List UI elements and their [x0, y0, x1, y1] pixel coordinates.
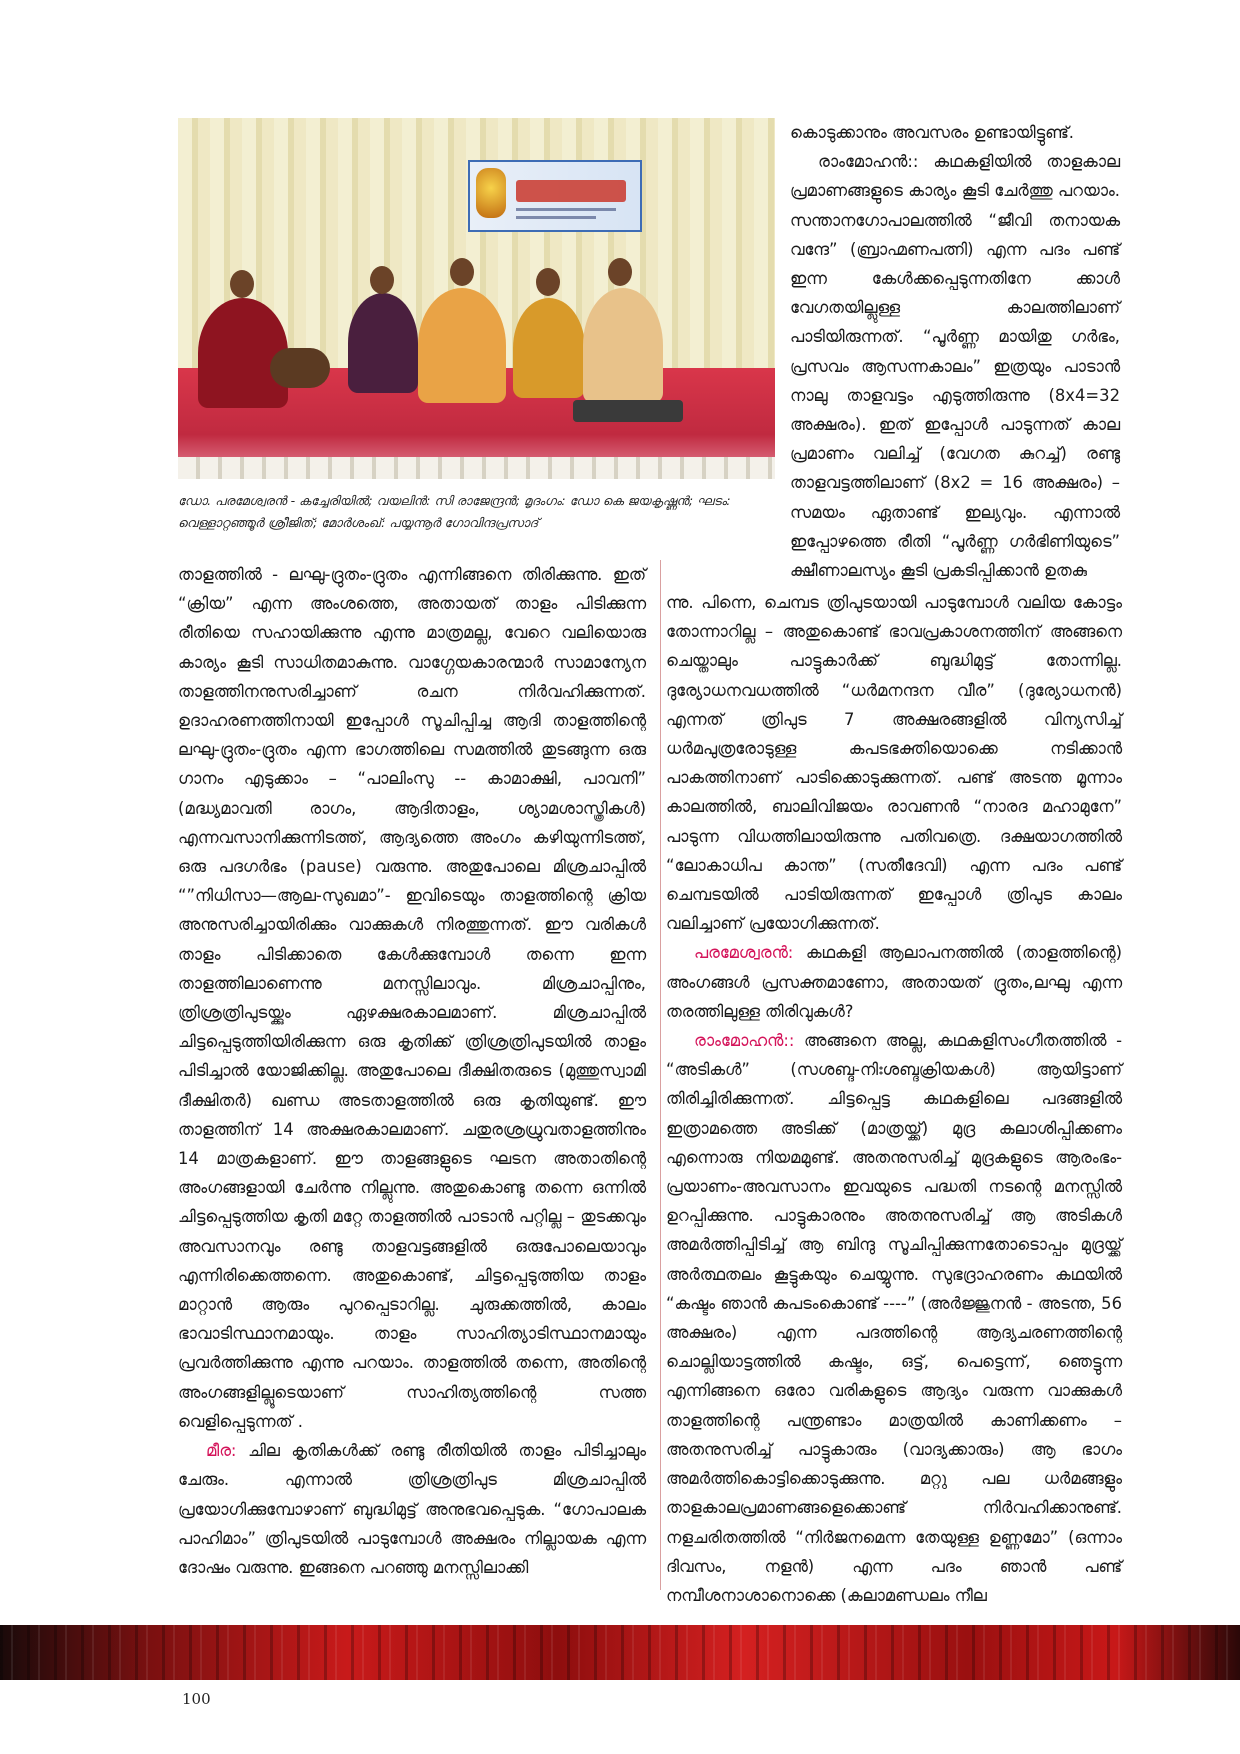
footer-brush-stroke [0, 1625, 1240, 1680]
paragraph [666, 938, 1122, 1026]
page-number: 100 [182, 1690, 211, 1708]
performer-head [450, 258, 474, 286]
banner-text-line [516, 216, 596, 219]
violin-case [573, 400, 683, 422]
caption-line-2: വെള്ളാറ്റഞ്ഞൂർ ശ്രീജിത്; മോർശംഖ്: പയ്യന്നൂർ ഗോവിന്ദപ്രസാദ് [178, 515, 539, 530]
mridangam-drum [270, 348, 330, 388]
paragraph [666, 1026, 1122, 1610]
performer-mridangam [198, 298, 288, 408]
banner-title-block [516, 180, 626, 202]
speaker-label: മീര: [206, 1441, 237, 1461]
performer-head [608, 258, 632, 286]
paragraph: കൊടുക്കാനും അവസരം ഉണ്ടായിട്ടുണ്ട്. [790, 123, 1074, 142]
performer-violin [583, 288, 663, 403]
paragraph [790, 147, 1120, 585]
paragraph [178, 1436, 646, 1582]
banner-deity-image [476, 168, 506, 218]
paragraph-text: കഥകളി ആലാപനത്തിൽ (താളത്തിന്റെ) അംഗങ്ങൾ പ്രസക്തമാണോ, അതായത് ദ്രുതം,ലഘു എന്ന തരത്തിലുള്ള തിരിവുകൾ? [666, 943, 1122, 1021]
photo-banner [468, 160, 642, 232]
speaker-label: രാംമോഹൻ:: [818, 152, 919, 172]
speaker-label: പരമേശ്വരൻ: [694, 943, 794, 963]
banner-text-line [516, 208, 616, 211]
right-column-bottom [666, 588, 1122, 1610]
speaker-label: രാംമോഹൻ:: [694, 1031, 795, 1051]
performer-head [370, 266, 394, 294]
paragraph-text: ചില കൃതികൾക്ക് രണ്ടു രീതിയിൽ താളം പിടിച്ചാലും ചേരും. എന്നാൽ ത്രിശ്രത്രിപുട മിശ്രചാപ്പിൽ പ്രയോഗിക്കുമ്പോഴാണ് ബുദ്ധിമുട്ട് അനുഭവപ്പെടുക. “ഗോപാലക പാഹിമാം” ത്രിപുടയിൽ പാടുമ്പോൾ അക്ഷരം നില്ലായക എന്ന ദോഷം വരുന്നു. ഇങ്ങനെ പറഞ്ഞു മനസ്സിലാക്കി [178, 1441, 646, 1577]
concert-photo [178, 118, 775, 479]
paragraph: താളത്തിൽ - ലഘു-ദ്രുതം-ദ്രുതം എന്നിങ്ങനെ തിരിക്കുന്നു. ഇത് “ക്രിയ” എന്ന അംശത്തെ, അതായത് താളം പിടിക്കുന്ന രീതിയെ സഹായിക്കുന്നു എന്നു മാത്രമല്ല, വേറെ വലിയൊരു കാര്യം കൂടി സാധിതമാകുന്നു. വാഗ്ഗേയകാരന്മാർ സാമാന്യേന താളത്തിനനുസരിച്ചാണ് രചന നിർവഹിക്കുന്നത്. ഉദാഹരണത്തിനായി ഇപ്പോൾ സൂചിപ്പിച്ച ആദി താളത്തിന്റെ ലഘു-ദ്രുതം-ദ്രുതം എന്ന ഭാഗത്തിലെ സമത്തിൽ തുടങ്ങുന്ന ഒരു ഗാനം എടുക്കാം – “പാലിംസു -- കാമാക്ഷി, പാവനി” (മദ്ധ്യമാവതി രാഗം, ആദിതാളം, ശ്യാമശാസ്ത്രികൾ) എന്നവസാനിക്കുന്നിടത്ത്, ആദ്യത്തെ അംഗം കഴിയുന്നിടത്ത്, ഒരു പദഗർഭം (pause) വരുന്നു. അതുപോലെ മിശ്രചാപ്പിൽ “”നിധിസാ—ആല-സുഖമാ”- ഇവിടെയും താളത്തിന്റെ ക്രിയ അനുസരിച്ചായിരിക്കും വാക്കുകൾ നിരത്തുന്നത്. ഈ വരികൾ താളം പിടിക്കാതെ കേൾക്കുമ്പോൾ തന്നെ ഇന്ന താളത്തിലാണെന്നു മനസ്സിലാവും. മിശ്രചാപ്പിനും, ത്രിശ്രത്രിപുടയ്ക്കും ഏഴക്ഷരകാലമാണ്. മിശ്രചാപ്പിൽ ചിട്ടപ്പെടുത്തിയിരിക്കുന്ന ഒരു കൃതിക്ക് ത്രിശ്രത്രിപുടയിൽ താളം പിടിച്ചാൽ യോജിക്കില്ല. അതുപോലെ ദീക്ഷിതരുടെ (മുത്തുസ്വാമി ദീക്ഷിതർ) ഖണ്ഡ അടതാളത്തിൽ ഒരു കൃതിയുണ്ട്. ഈ താളത്തിന് 14 അക്ഷരകാലമാണ്. ചതുരശ്രധ്രുവതാളത്തിനും 14 മാത്രകളാണ്. ഈ താളങ്ങളുടെ ഘടന അതാതിന്റെ അംഗങ്ങളായി ചേർന്നു നില്ലുന്നു. അതുകൊണ്ടു തന്നെ ഒന്നിൽ ചിട്ടപ്പെടുത്തിയ കൃതി മറ്റേ താളത്തിൽ പാടാൻ പറ്റില്ല – തുടക്കവും അവസാനവും രണ്ടു താളവട്ടങ്ങളിൽ ഒരുപോലെയാവും എന്നിരിക്കെത്തന്നെ. അതുകൊണ്ട്, ചിട്ടപ്പെടുത്തിയ താളം മാറ്റാൻ ആരും പുറപ്പെടാറില്ല. ചുരുക്കത്തിൽ, കാലം ഭാവാടിസ്ഥാനമായും. താളം സാഹിത്യാടിസ്ഥാനമായും പ്രവർത്തിക്കുന്നു എന്നു പറയാം. താളത്തിൽ തന്നെ, അതിന്റെ അംഗങ്ങളില്ലൂടെയാണ് സാഹിത്യത്തിന്റെ സത്ത വെളിപ്പെടുന്നത് . [178, 565, 646, 1431]
performer-head [230, 270, 254, 298]
right-column-top [790, 118, 1120, 585]
photo-caption [178, 490, 775, 534]
photo-floor [178, 457, 775, 479]
performer-vocalist [418, 288, 506, 403]
paragraph-text: അങ്ങനെ അല്ല, കഥകളിസംഗീതത്തിൽ - “അടികൾ” (സശബ്ദ-നിഃശബ്ദക്രിയകൾ) ആയിട്ടാണ് തിരിച്ചിരിക്കുന്നത്. ചിട്ടപ്പെട്ട കഥകളിലെ പദങ്ങളിൽ ഇത്രാമത്തെ അടിക്ക് (മാത്രയ്ക്ക്) മുദ്ര കലാശിപ്പിക്കണം എന്നൊരു നിയമമുണ്ട്. അതനുസരിച്ച് മുദ്രകളുടെ ആരംഭം-പ്രയാണം-അവസാനം ഇവയുടെ പദ്ധതി നടന്റെ മനസ്സിൽ ഉറപ്പിക്കുന്നു. പാട്ടുകാരനും അതനുസരിച്ച് ആ അടികൾ അമർത്തിപ്പിടിച്ച് ആ ബിന്ദു സൂചിപ്പിക്കുന്നതോടൊപ്പം മുദ്രയ്ക്ക് അർത്ഥതലം കൂട്ടുകയും ചെയ്യുന്നു. സുഭദ്രാഹരണം കഥയിൽ “കഷ്ടം ഞാൻ കപടംകൊണ്ട് ----” (അർജ്ജുനൻ - അടന്ത, 56 അക്ഷരം) എന്ന പദത്തിന്റെ ആദ്യചരണത്തിന്റെ ചൊല്ലിയാട്ടത്തിൽ കഷ്ടം, ഒട്ട്, പെട്ടെന്ന്, ഞെട്ടുന്ന എന്നിങ്ങനെ ഒരോ വരികളുടെ ആദ്യം വരുന്ന വാക്കുകൾ താളത്തിന്റെ പന്ത്രണ്ടാം മാത്രയിൽ കാണിക്കണം – അതനുസരിച്ച് പാട്ടുകാരും (വാദ്യക്കാരും) ആ ഭാഗം അമർത്തികൊട്ടിക്കൊടുക്കുന്നു. മറ്റു പല ധർമങ്ങളും താളകാലപ്രമാണങ്ങളെക്കൊണ്ട് നിർവഹിക്കാനുണ്ട്. നളചരിതത്തിൽ “നിർജനമെന്ന തേയുള്ള ഉണ്ണമോ” (ഒന്നാം ദിവസം, നളൻ) എന്ന പദം ഞാൻ പണ്ട് നമ്പീശനാശാനൊക്കെ (കലാമണ്ഡലം നീല [666, 1031, 1122, 1605]
left-column [178, 560, 646, 1582]
paragraph: ന്നു. പിന്നെ, ചെമ്പട ത്രിപുടയായി പാടുമ്പോൾ വലിയ കോട്ടം തോന്നാറില്ല – അതുകൊണ്ട് ഭാവപ്രകാശനത്തിന് അങ്ങനെ ചെയ്താലും പാട്ടുകാർക്ക് ബുദ്ധിമുട്ട് തോന്നില്ല. ദുര്യോധനവധത്തിൽ “ധർമനന്ദന വീര” (ദുര്യോധനൻ) എന്നത് ത്രിപുട 7 അക്ഷരങ്ങളിൽ വിന്യസിച്ച് ധർമപുത്രരോടുള്ള കപടഭക്തിയൊക്കെ നടിക്കാൻ പാകത്തിനാണ് പാടിക്കൊടുക്കുന്നത്. പണ്ട് അടന്ത മൂന്നാം കാലത്തിൽ, ബാലിവിജയം രാവണൻ “നാരദ മഹാമുനേ” പാടുന്ന വിധത്തിലായിരുന്നു പതിവത്രെ. ദക്ഷയാഗത്തിൽ “ലോകാധിപ കാന്ത” (സതീദേവി) എന്ന പദം പണ്ട് ചെമ്പടയിൽ പാടിയിരുന്നത് ഇപ്പോൾ ത്രിപുട കാലം വലിച്ചാണ് പ്രയോഗിക്കുന്നത്. [666, 593, 1122, 934]
performer-morsing [513, 298, 585, 398]
caption-line-1: ഡോ. പരമേശ്വരൻ - കച്ചേരിയിൽ; വയലിൻ: സി രാജേന്ദ്രൻ; മൃദംഗം: ഡോ കെ ജയകൃഷ്ണൻ; ഘടം: [178, 493, 731, 508]
column-divider [660, 560, 661, 1590]
paragraph-text: കഥകളിയിൽ താളകാല പ്രമാണങ്ങളുടെ കാര്യം കൂടി ചേർത്തു പറയാം. സന്താനഗോപാലത്തിൽ “ജീവി തനായക വന്ദേ” (ബ്രാഹ്മണപത്നി) എന്ന പദം പണ്ട് ഇന്ന കേൾക്കപ്പെടുന്നതിനേ ക്കാൾ വേഗതയില്ലുള്ള കാലത്തിലാണ് പാടിയിരുന്നത്. “പൂർണ്ണ മായിതു ഗർഭം, പ്രസവം ആസന്നകാലം” ഇത്രയും പാടാൻ നാലു താളവട്ടം എടുത്തിരുന്നു (8x4=32 അക്ഷരം). ഇത് ഇപ്പോൾ പാടുന്നത് കാല പ്രമാണം വലിച്ച് (വേഗത കുറച്ച്) രണ്ടു താളവട്ടത്തിലാണ് (8x2 = 16 അക്ഷരം) – സമയം ഏതാണ്ട് ഇല്യവും. എന്നാൽ ഇപ്പോഴത്തെ രീതി “പൂർണ്ണ ഗർഭിണിയുടെ” ക്ഷീണാലസ്യം കൂടി പ്രകടിപ്പിക്കാൻ ഉതകു [790, 152, 1120, 581]
performer-head [536, 268, 560, 296]
performer-ghatam [348, 293, 418, 393]
